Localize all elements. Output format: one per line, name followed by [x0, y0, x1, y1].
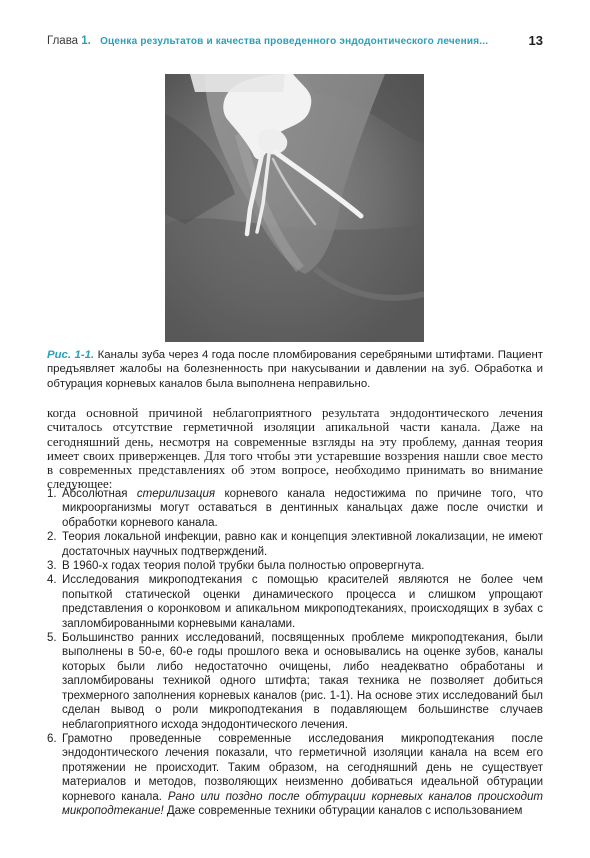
list-item-number: 1.: [47, 488, 57, 500]
list-item-number: 5.: [47, 632, 57, 645]
xray-figure: [165, 74, 424, 342]
list-item-emphasis: Рано или поздно после обтурации корневых каналов происходит микроподтекание!: [62, 790, 544, 817]
xray-image: [165, 74, 424, 342]
caption-text: Каналы зуба через 4 года после пломбирования серебряными штифтами. Пациент предъявляет жалобы на болезненность при накусывании и давлении на зуб. Обработка и обтурация корневых каналов была выполнена неправильно.: [47, 349, 543, 390]
list-item-text: Грамотно проведенные современные исследования микроподтекания после эндодонтического лечения показали, что герметичной изоляции канала на всем его протяжении не происходит. Таким образом, на сегодняшний день не существует материалов и методов, позволяющих неизменно добиваться идеальной обтурации корневого канала.: [62, 732, 543, 803]
list-item: [47, 530, 543, 559]
chapter-line: [47, 35, 488, 47]
list-item-number: 2.: [47, 531, 57, 544]
chapter-title: Оценка результатов и качества проведенного эндодонтического лечения...: [100, 36, 489, 47]
list-item-text: Даже современные техники обтурации каналов с использованием: [163, 804, 523, 817]
list-item-text: Абсолютная: [62, 488, 137, 500]
figure-label: Рис. 1-1.: [47, 349, 95, 361]
intro-text: когда основной причиной неблагоприятного результата эндодонтического лечения считалось отсутствие герметичной изоляции апикальной части канала. Даже на сегодняшний день, несмотря на современные взгляды на эту проблему, данная теория имеет своих приверженцев. Для того чтобы эти устаревшие воззрения нашли свое место в современных представлениях об этом вопросе, необходимо принимать во внимание следующее:: [47, 406, 543, 492]
running-header: [47, 33, 543, 51]
list-item-text: корневого канала недостижима по причине того, что микроорганизмы могут оставаться в дентинных канальцах даже после очистки и обработки корневого канала.: [62, 488, 543, 529]
list-item: [47, 487, 543, 530]
figure-caption: [47, 348, 543, 391]
list-item-number: 4.: [47, 574, 57, 587]
numbered-list: [47, 487, 543, 818]
list-item: [47, 559, 543, 573]
body-paragraph: [47, 406, 543, 492]
page-number: 13: [528, 33, 543, 48]
list-item-text: Большинство ранних исследований, посвященных проблеме микроподтекания, были выполнены в 50-е, 60-е годы прошлого века и основывались на оценке зубов, каналы которых были либо недостаточно очищены, либо неадекватно обработаны и запломбированы техникой одного штифта; такая техника не позволяет добиться трехмерного заполнения корневых каналов (рис. 1-1). На основе этих исследований был сделан вывод о роли микроподтекания в подавляющем большинстве случаев неблагоприятного исхода эндодонтического лечения.: [62, 632, 543, 731]
list-item: [47, 732, 543, 818]
list-item: [47, 573, 543, 631]
list-item-emphasis: стерилизация: [136, 488, 216, 500]
list-item: [47, 631, 543, 732]
chapter-number: 1.: [81, 35, 91, 47]
list-item-number: 6.: [47, 732, 57, 745]
list-item-text: Исследования микроподтекания с помощью красителей являются не более чем попыткой статической оценки динамического процесса и слишком упрощают представления о коронковом и апикальном микроподтеканиях, происходящих в зубах с запломбированными корневыми каналами.: [62, 574, 543, 630]
chapter-word: Глава: [47, 35, 79, 47]
list-item-text: В 1960-х годах теория полой трубки была полностью опровергнута.: [62, 560, 425, 573]
list-item-text: Теория локальной инфекции, равно как и концепция элективной локализации, не имеют достаточных научных подтверждений.: [62, 531, 543, 558]
list-item-number: 3.: [47, 560, 57, 573]
